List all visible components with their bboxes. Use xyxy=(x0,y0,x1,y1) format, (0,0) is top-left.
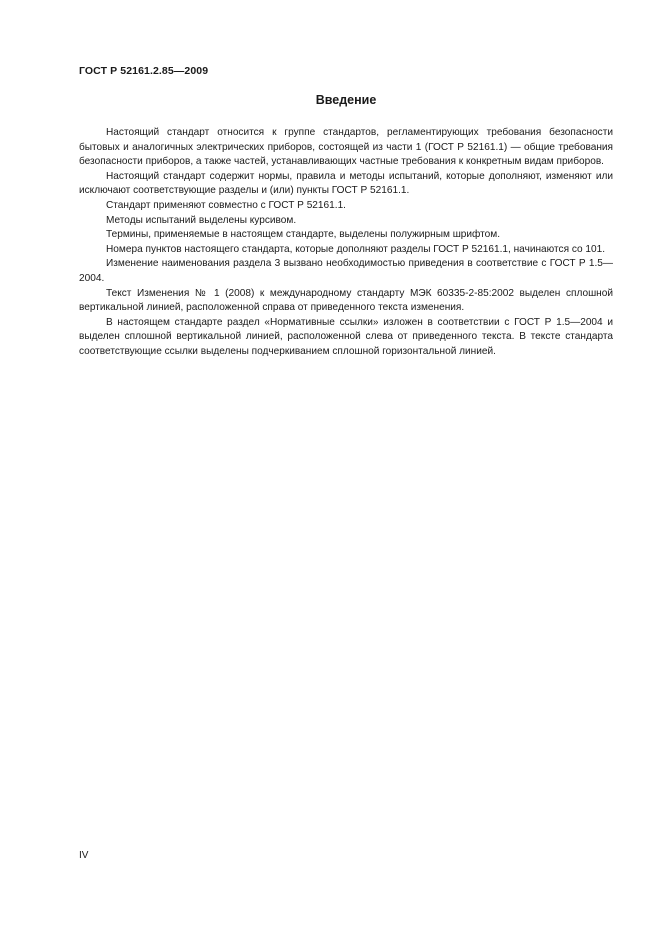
paragraph: Стандарт применяют совместно с ГОСТ Р 52161.1. xyxy=(106,199,346,211)
paragraph: Методы испытаний выделены курсивом. xyxy=(106,214,297,226)
paragraph: Текст Изменения № 1 (2008) к международному стандарту МЭК 60335-2-85:2002 выделен сплошной вертикальной линией, расположенной справа от приведенного текста изменения. xyxy=(79,287,613,314)
paragraph: Настоящий стандарт содержит нормы, правила и методы испытаний, которые дополняют, изменяют или исключают соответствующие разделы и (или) пункты ГОСТ Р 52161.1. xyxy=(79,170,613,197)
paragraph: Номера пунктов настоящего стандарта, которые дополняют разделы ГОСТ Р 52161.1, начинаются со 101. xyxy=(106,243,606,255)
paragraph: Изменение наименования раздела 3 вызвано необходимостью приведения в соответствие с ГОСТ Р 1.5—2004. xyxy=(79,258,613,284)
body-text xyxy=(79,126,613,360)
document-code: ГОСТ Р 52161.2.85—2009 xyxy=(79,65,209,77)
paragraph: Настоящий стандарт относится к группе стандартов, регламентирующих требования безопасности бытовых и аналогичных электрических приборов, состоящей из части 1 (ГОСТ Р 52161.1) — общие требования безопасности приборов, а также частей, устанавливающих частные требования к конкретным видам приборов. xyxy=(79,127,613,168)
section-title: Введение xyxy=(315,93,377,107)
page-number: IV xyxy=(79,850,89,861)
paragraph: Термины, применяемые в настоящем стандарте, выделены полужирным шрифтом. xyxy=(106,229,500,241)
paragraph: В настоящем стандарте раздел «Нормативные ссылки» изложен в соответствии с ГОСТ Р 1.5—2004 и выделен сплошной вертикальной линией, расположенной слева от приведенного текста. В тексте стандарта соответствующие ссылки выделены подчеркиванием сплошной горизонтальной линией. xyxy=(79,316,613,357)
